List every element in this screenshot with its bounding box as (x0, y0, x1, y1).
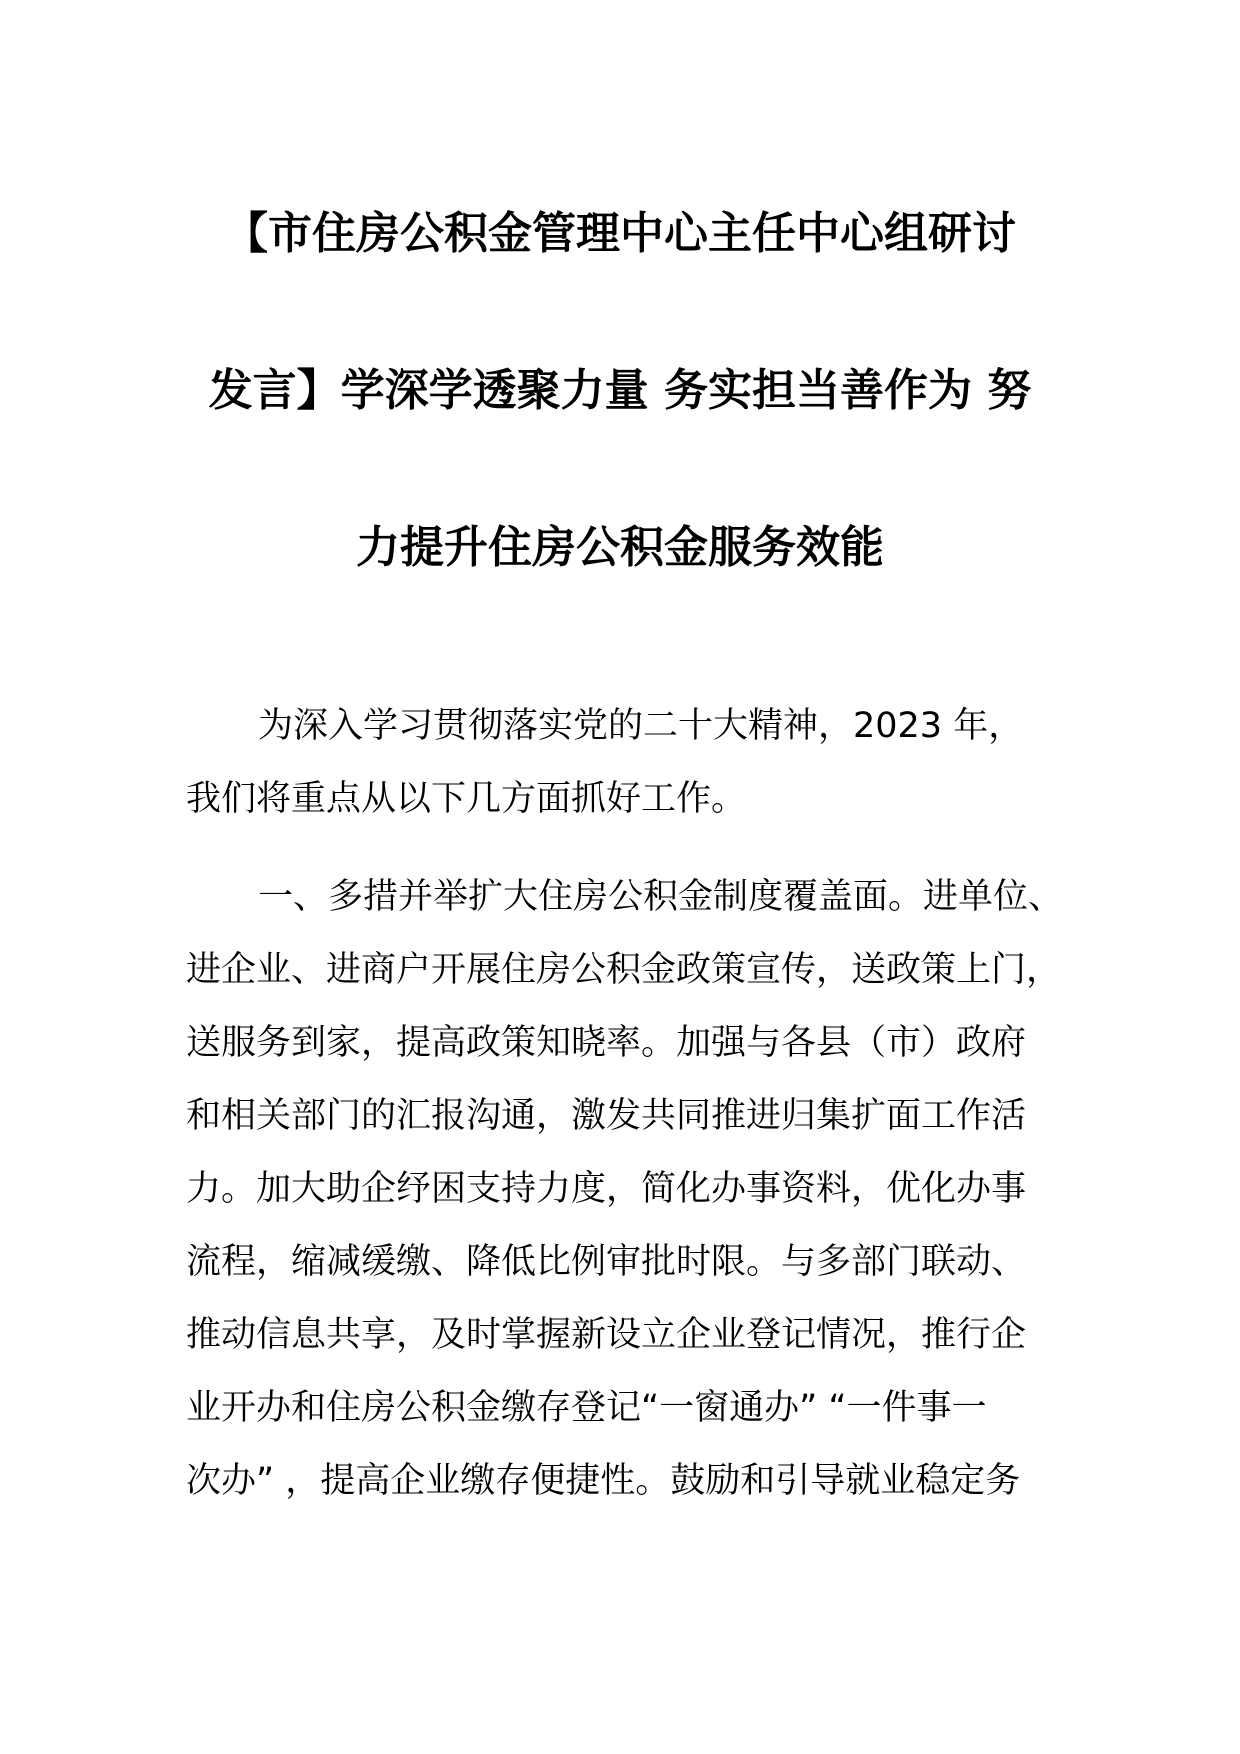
paragraph-1-line-2: 我们将重点从以下几方面抓好工作。 (186, 779, 747, 819)
document-title-line-1: 【市住房公积金管理中心主任中心组研讨 (224, 208, 1016, 259)
paragraph-2-line-6: 流程，缩减缓缴、降低比例审批时限。与多部门联动、 (186, 1242, 1027, 1282)
paragraph-2-line-5: 力。加大助企纾困支持力度，简化办事资料，优化办事 (186, 1169, 1027, 1209)
paragraph-2-line-7: 推动信息共享，及时掌握新设立企业登记情况，推行企 (186, 1315, 1027, 1355)
paragraph-2-line-8: 业开办和住房公积金缴存登记“一窗通办” “一件事一 (186, 1388, 987, 1428)
paragraph-2-line-3: 送服务到家，提高政策知晓率。加强与各县（市）政府 (186, 1023, 1027, 1063)
paragraph-2-line-9: 次办” ，提高企业缴存便捷性。鼓励和引导就业稳定务 (186, 1461, 1021, 1501)
document-title-line-2: 发言】学深学透聚力量 务实担当善作为 努 (208, 365, 1032, 416)
paragraph-2-line-2: 进企业、进商户开展住房公积金政策宣传，送政策上门， (186, 950, 1062, 990)
paragraph-2-line-4: 和相关部门的汇报沟通，激发共同推进归集扩面工作活 (186, 1096, 1027, 1136)
document-title-line-3: 力提升住房公积金服务效能 (356, 522, 884, 573)
paragraph-2-line-1: 一、多措并举扩大住房公积金制度覆盖面。进单位、 (258, 877, 1064, 917)
paragraph-1-line-1: 为深入学习贯彻落实党的二十大精神，2023 年， (258, 706, 1024, 746)
